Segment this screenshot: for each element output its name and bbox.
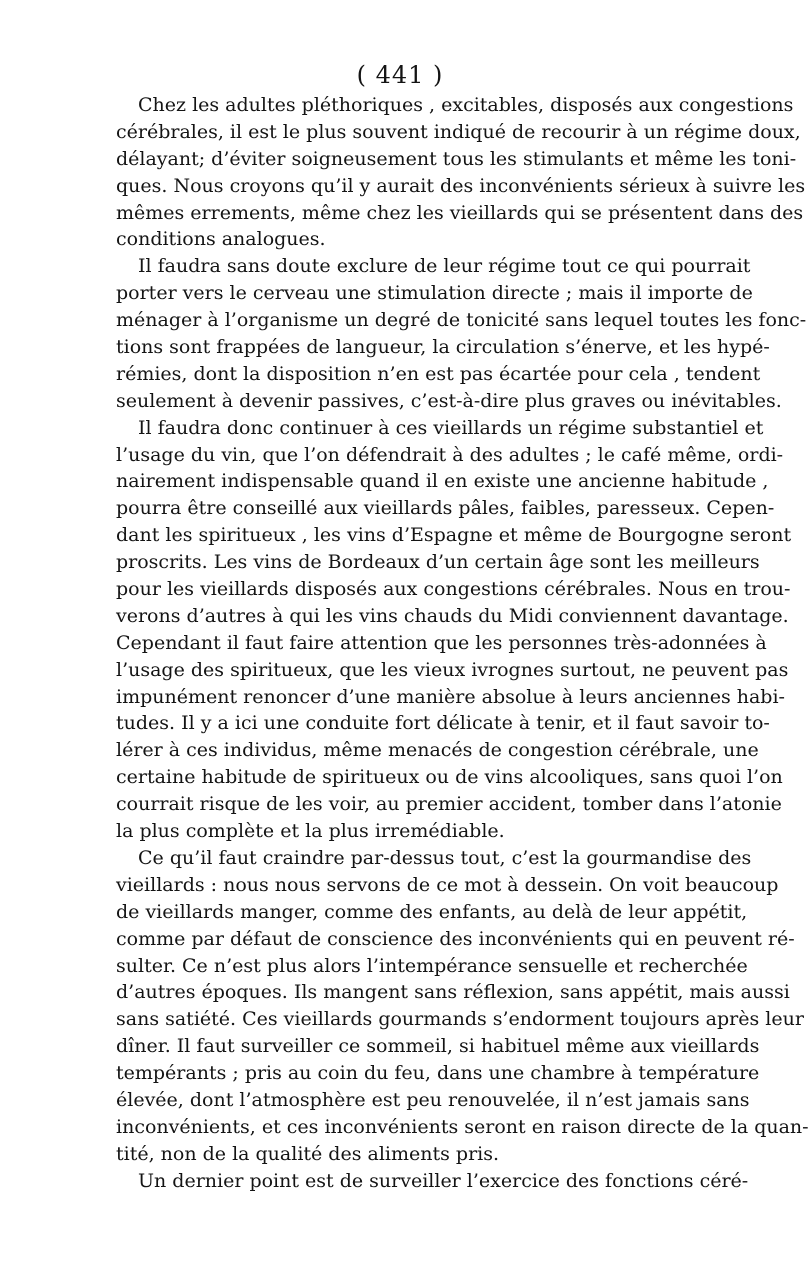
text-line: mêmes errements, même chez les vieillards qui se présentent dans des (116, 201, 804, 224)
text-line: porter vers le cerveau une stimulation directe ; mais il importe de (116, 282, 753, 305)
paragraph (116, 92, 806, 253)
text-line: la plus complète et la plus irremédiable. (116, 820, 505, 843)
text-line: cérébrales, il est le plus souvent indiqué de recourir à un régime doux, (116, 120, 801, 143)
text-line: seulement à devenir passives, c’est-à-dire plus graves ou inévitables. (116, 389, 782, 412)
text-line: rémies, dont la disposition n’en est pas écartée pour cela , tendent (116, 362, 761, 385)
text-line: Ce qu’il faut craindre par-dessus tout, c’est la gourmandise des (138, 846, 752, 869)
text-line: Un dernier point est de surveiller l’exercice des fonctions céré- (138, 1169, 749, 1192)
text-line: ques. Nous croyons qu’il y aurait des inconvénients sérieux à suivre les (116, 174, 806, 197)
text-line: pour les vieillards disposés aux congestions cérébrales. Nous en trou- (116, 578, 791, 601)
text-line: vieillards : nous nous servons de ce mot à dessein. On voit beaucoup (116, 873, 779, 896)
paragraph (116, 415, 792, 845)
text-line: proscrits. Les vins de Bordeaux d’un certain âge sont les meilleurs (116, 551, 760, 574)
text-line: lérer à ces individus, même menacés de congestion cérébrale, une (116, 739, 759, 762)
text-line: pourra être conseillé aux vieillards pâles, faibles, paresseux. Cepen- (116, 497, 775, 520)
text-line: tempérants ; pris au coin du feu, dans une chambre à température (116, 1062, 760, 1085)
text-line: élevée, dont l’atmosphère est peu renouvelée, il n’est jamais sans (116, 1088, 750, 1111)
text-line: ménager à l’organisme un degré de tonicité sans lequel toutes les fonc- (116, 309, 807, 332)
text-line: dant les spiritueux , les vins d’Espagne et même de Bourgogne seront (116, 524, 792, 547)
text-line: l’usage des spiritueux, que les vieux ivrognes surtout, ne peuvent pas (116, 658, 789, 681)
text-line: tudes. Il y a ici une conduite fort délicate à tenir, et il faut savoir to- (116, 712, 770, 735)
text-line: tions sont frappées de langueur, la circulation s’énerve, et les hypé- (116, 336, 770, 359)
text-line: conditions analogues. (116, 228, 326, 251)
text-line: nairement indispensable quand il en existe une ancienne habitude , (116, 470, 769, 493)
text-line: délayant; d’éviter soigneusement tous les stimulants et même les toni- (116, 147, 797, 170)
body-text (116, 92, 809, 1195)
text-line: Il faudra donc continuer à ces vieillards un régime substantiel et (138, 416, 764, 439)
text-line: Il faudra sans doute exclure de leur régime tout ce qui pourrait (138, 255, 751, 278)
paragraph (116, 845, 809, 1168)
paragraph (116, 1168, 749, 1195)
text-line: l’usage du vin, que l’on défendrait à des adultes ; le café même, ordi- (116, 443, 784, 466)
text-line: sulter. Ce n’est plus alors l’intempérance sensuelle et recherchée (116, 954, 748, 977)
text-line: dîner. Il faut surveiller ce sommeil, si habituel même aux vieillards (116, 1035, 760, 1058)
page-number: ( 441 ) (356, 61, 444, 89)
text-line: de vieillards manger, comme des enfants, au delà de leur appétit, (116, 900, 748, 923)
text-line: tité, non de la qualité des aliments pris. (116, 1142, 500, 1165)
text-line: inconvénients, et ces inconvénients seront en raison directe de la quan- (116, 1115, 809, 1138)
text-line: impunément renoncer d’une manière absolue à leurs anciennes habi- (116, 685, 785, 708)
text-line: d’autres époques. Ils mangent sans réflexion, sans appétit, mais aussi (116, 981, 790, 1004)
text-line: courrait risque de les voir, au premier accident, tomber dans l’atonie (116, 793, 782, 816)
text-line: sans satiété. Ces vieillards gourmands s’endorment toujours après leur (116, 1008, 804, 1031)
text-line: Cependant il faut faire attention que les personnes très-adonnées à (116, 631, 767, 654)
text-line: certaine habitude de spiritueux ou de vins alcooliques, sans quoi l’on (116, 766, 783, 789)
paragraph (116, 253, 807, 414)
text-line: Chez les adultes pléthoriques , excitables, disposés aux congestions (138, 94, 794, 116)
text-line: comme par défaut de conscience des inconvénients qui en peuvent ré- (116, 927, 795, 950)
text-line: verons d’autres à qui les vins chauds du Midi conviennent davantage. (116, 604, 789, 627)
